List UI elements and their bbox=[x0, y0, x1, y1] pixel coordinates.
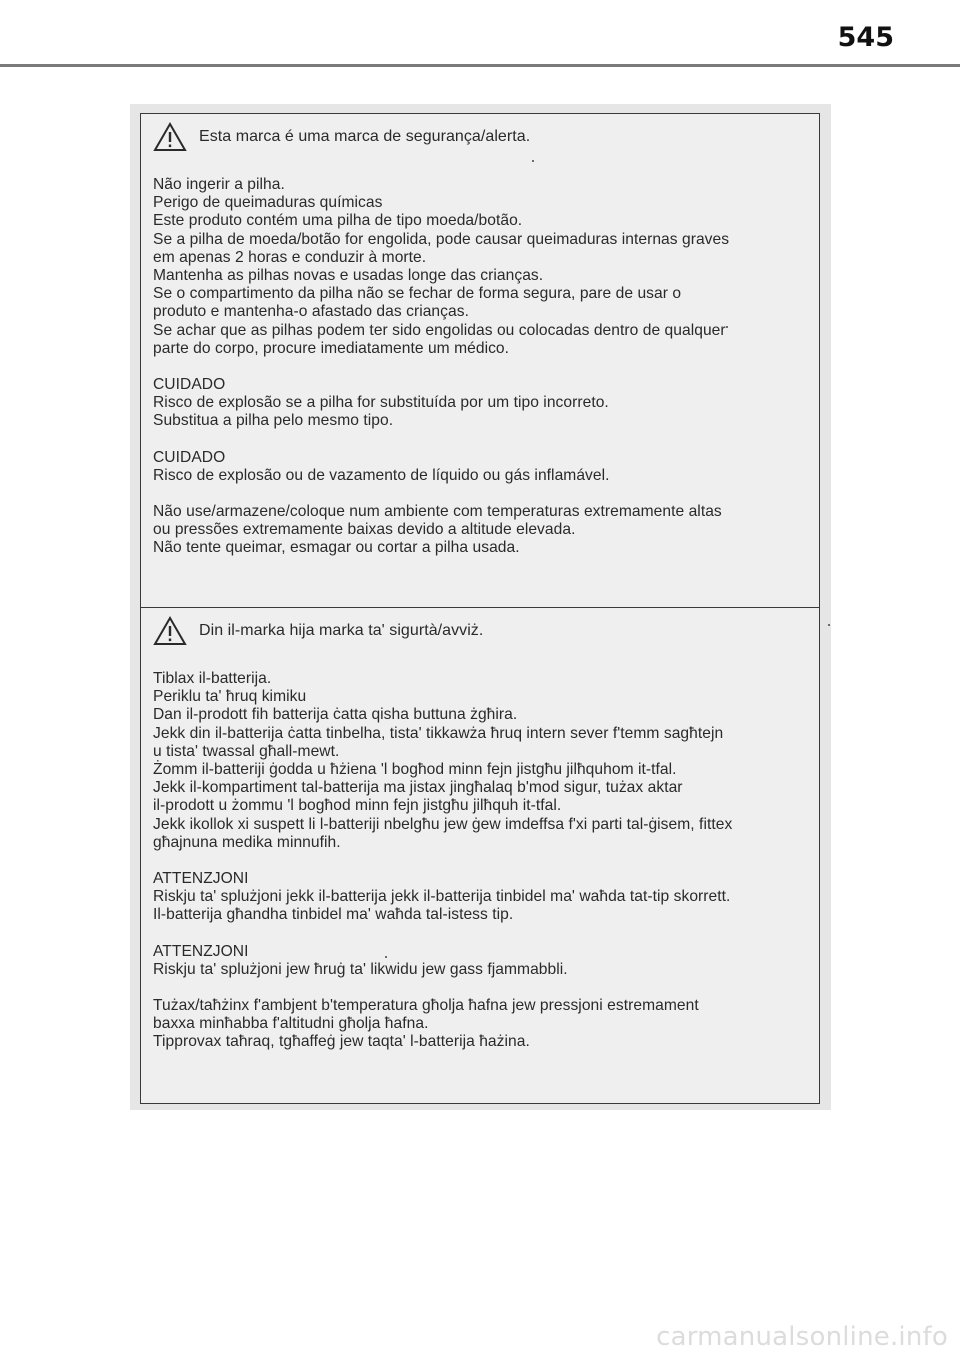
warning-line: Este produto contém uma pilha de tipo moeda/botão. bbox=[153, 212, 523, 230]
caution-line: Substitua a pilha pelo mesmo tipo. bbox=[153, 412, 394, 430]
scan-speck bbox=[726, 326, 728, 328]
warning-line: il-prodott u żommu 'l bogħod minn fejn jistgħu jilħquh it-tfal. bbox=[153, 797, 562, 815]
warning-block bbox=[153, 176, 807, 358]
warning-line: u tista' twassal għall-mewt. bbox=[153, 742, 340, 760]
warning-line: Se achar que as pilhas podem ter sido engolidas ou colocadas dentro de qualquer bbox=[153, 321, 726, 339]
alert-row bbox=[153, 614, 807, 648]
alert-text: Esta marca é uma marca de segurança/alerta. bbox=[199, 127, 531, 145]
caution-block bbox=[153, 376, 807, 431]
header-rule bbox=[0, 64, 960, 67]
caution-line: Il-batterija għandha tinbidel ma' waħda tal-istess tip. bbox=[153, 906, 514, 924]
warning-line: Jekk ikollok xi suspett li l-batteriji nbelgħu jew ġew imdeffsa f'xi parti tal-ġisem, fittex bbox=[153, 815, 733, 833]
scanned-label-image bbox=[130, 104, 831, 1110]
warning-line: Periklu ta' ħruq kimiku bbox=[153, 688, 307, 706]
caution-block bbox=[153, 943, 807, 979]
warning-line: Se a pilha de moeda/botão for engolida, pode causar queimaduras internas graves bbox=[153, 230, 730, 248]
warning-line: Tiblax il-batterija. bbox=[153, 670, 272, 687]
warning-line: Żomm il-batteriji ġodda u ħżiena 'l bogħod minn fejn jistgħu jilħquhom it-tfal. bbox=[153, 761, 677, 779]
caution-line: Riskju ta' splużjoni jekk il-batterija jekk il-batterija tinbidel ma' waħda tat-tip skorrett. bbox=[153, 888, 731, 906]
warning-line: Perigo de queimaduras químicas bbox=[153, 194, 383, 212]
caution-block bbox=[153, 449, 807, 485]
warning-line: produto e mantenha-o afastado das crianças. bbox=[153, 303, 469, 321]
caution-title: ATTENZJONI bbox=[153, 942, 249, 960]
caution-line: Risco de explosão ou de vazamento de líquido ou gás inflamável. bbox=[153, 466, 610, 484]
environment-block bbox=[153, 997, 807, 1052]
warning-triangle-icon bbox=[153, 616, 187, 646]
warning-line: Se o compartimento da pilha não se fechar de forma segura, pare de usar o bbox=[153, 285, 682, 303]
warning-line: parte do corpo, procure imediatamente um médico. bbox=[153, 339, 510, 357]
warning-line: em apenas 2 horas e conduzir à morte. bbox=[153, 248, 427, 266]
warning-line: Jekk din il-batterija ċatta tinbelha, tista' tikkawża ħruq intern sever f'temm sagħtejn bbox=[153, 724, 724, 742]
environment-block bbox=[153, 503, 807, 558]
warning-panel-portuguese bbox=[140, 113, 820, 609]
warning-line: Não ingerir a pilha. bbox=[153, 176, 285, 193]
caution-title: CUIDADO bbox=[153, 376, 226, 394]
environment-line: Não use/armazene/coloque num ambiente com temperaturas extremamente altas bbox=[153, 503, 722, 521]
watermark: carmanualsonline.info bbox=[656, 1322, 948, 1352]
caution-title: CUIDADO bbox=[153, 448, 226, 466]
page-number: 545 bbox=[837, 22, 894, 53]
warning-line: Mantenha as pilhas novas e usadas longe das crianças. bbox=[153, 267, 544, 285]
warning-block bbox=[153, 670, 807, 852]
scan-speck bbox=[385, 956, 387, 958]
scan-speck bbox=[532, 160, 534, 162]
caution-title: ATTENZJONI bbox=[153, 870, 249, 888]
environment-line: Tipprovax taħraq, tgħaffeġ jew taqta' l-batterija ħażina. bbox=[153, 1033, 530, 1051]
caution-block bbox=[153, 870, 807, 925]
environment-line: ou pressões extremamente baixas devido a altitude elevada. bbox=[153, 521, 576, 539]
warning-line: għajnuna medika minnufih. bbox=[153, 833, 341, 851]
warning-triangle-icon bbox=[153, 122, 187, 152]
caution-line: Riskju ta' splużjoni jew ħruġ ta' likwidu jew gass fjammabbli. bbox=[153, 960, 568, 978]
environment-line: baxxa minħabba f'altitudni għolja ħafna. bbox=[153, 1015, 429, 1033]
environment-line: Não tente queimar, esmagar ou cortar a pilha usada. bbox=[153, 539, 520, 557]
alert-row bbox=[153, 120, 807, 154]
warning-line: Dan il-prodott fih batterija ċatta qisha buttuna żgħira. bbox=[153, 706, 518, 724]
scan-speck bbox=[828, 624, 830, 626]
warning-line: Jekk il-kompartiment tal-batterija ma jistax jingħalaq b'mod sigur, tużax aktar bbox=[153, 779, 683, 797]
environment-line: Tużax/taħżinx f'ambjent b'temperatura għolja ħafna jew pressjoni estremament bbox=[153, 997, 699, 1015]
alert-text: Din il-marka hija marka ta' sigurtà/avviż. bbox=[199, 621, 484, 639]
warning-panel-maltese bbox=[140, 607, 820, 1104]
caution-line: Risco de explosão se a pilha for substituída por um tipo incorreto. bbox=[153, 394, 609, 412]
